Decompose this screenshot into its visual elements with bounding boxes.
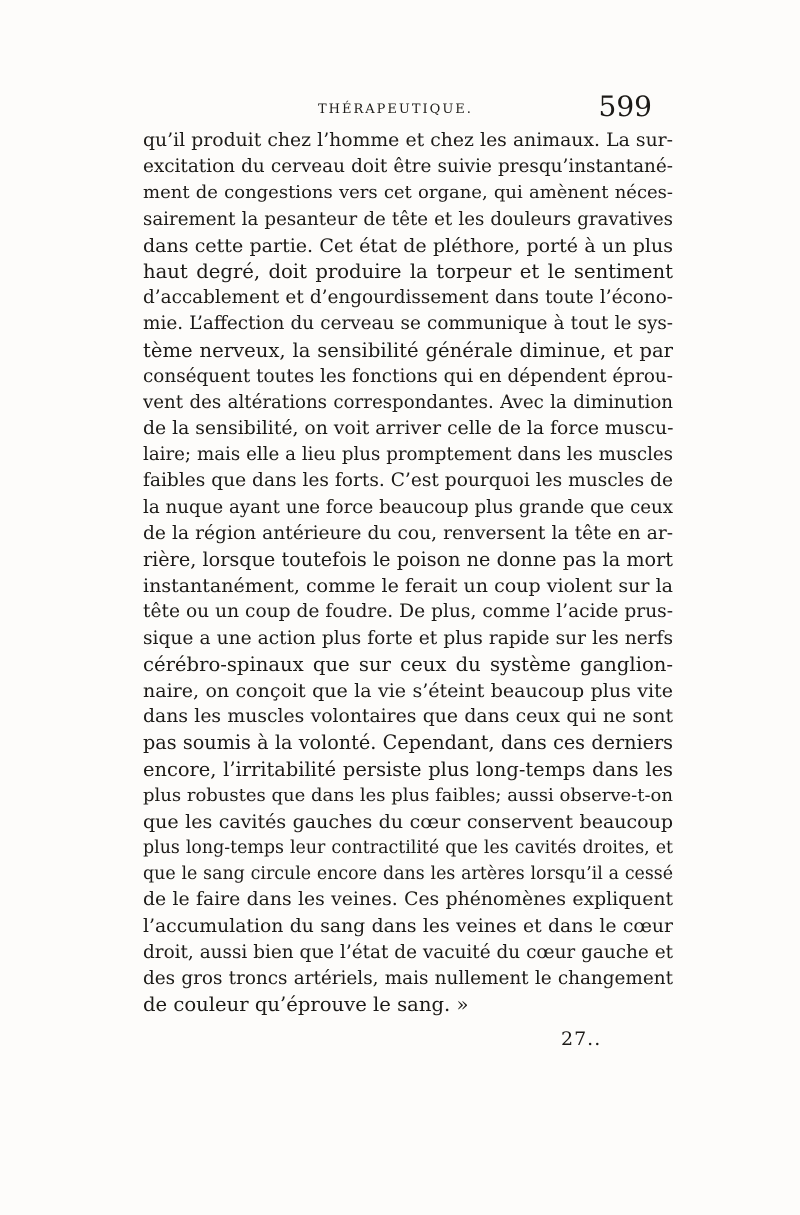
text-line: tème nerveux, la sensibilité générale diminue, et par xyxy=(143,338,673,362)
text-line: qu’il produit chez l’homme et chez les animaux. La sur- xyxy=(143,130,673,151)
text-line: tête ou un coup de foudre. De plus, comme l’acide prus- xyxy=(143,601,673,623)
text-line: la nuque ayant une force beaucoup plus grande que ceux xyxy=(143,496,673,518)
text-line: faibles que dans les forts. C’est pourquoi les muscles de xyxy=(143,470,673,492)
text-line: de la sensibilité, on voit arriver celle de la force muscu- xyxy=(143,418,673,440)
text-line: mie. L’affection du cerveau se communique à tout le sys- xyxy=(143,313,673,335)
text-line: conséquent toutes les fonctions qui en dépendent éprou- xyxy=(143,365,673,387)
running-header-title: THÉRAPEUTIQUE. xyxy=(318,102,473,117)
text-line: naire, on conçoit que la vie s’éteint beaucoup plus vite xyxy=(143,679,673,702)
running-header xyxy=(140,88,660,128)
text-line: que le sang circule encore dans les artères lorsqu’il a cessé xyxy=(143,864,673,885)
text-line: des gros troncs artériels, mais nullement le changement xyxy=(143,968,673,989)
text-line: excitation du cerveau doit être suivie presqu’instantané- xyxy=(143,156,673,178)
body-text xyxy=(143,128,673,1018)
text-line: que les cavités gauches du cœur conservent beaucoup xyxy=(143,810,673,833)
text-line: ment de congestions vers cet organe, qui amènent néces- xyxy=(143,182,673,204)
text-line: de couleur qu’éprouve le sang. » xyxy=(143,993,469,1017)
text-line: encore, l’irritabilité persiste plus long-temps dans les xyxy=(143,757,673,781)
text-line: vent des altérations correspondantes. Avec la diminution xyxy=(143,391,673,413)
text-line: sairement la pesanteur de tête et les douleurs gravatives xyxy=(143,208,673,230)
signature-mark: 27.. xyxy=(561,1028,602,1050)
text-line: de le faire dans les veines. Ces phénomènes expliquent xyxy=(143,889,673,911)
text-line: cérébro-spinaux que sur ceux du système ganglion- xyxy=(143,652,673,676)
text-line: l’accumulation du sang dans les veines et dans le cœur xyxy=(143,915,673,937)
text-line: pas soumis à la volonté. Cependant, dans ces derniers xyxy=(143,731,673,755)
text-line: dans les muscles volontaires que dans ceux qui ne sont xyxy=(143,706,673,728)
text-line: instantanément, comme le ferait un coup violent sur la xyxy=(143,575,673,598)
text-line: droit, aussi bien que l’état de vacuité du cœur gauche et xyxy=(143,941,673,963)
text-line: haut degré, doit produire la torpeur et le sentiment xyxy=(143,259,673,283)
page-number: 599 xyxy=(598,90,652,123)
text-line: de la région antérieure du cou, renversent la tête en ar- xyxy=(143,522,673,544)
text-line: sique a une action plus forte et plus rapide sur les nerfs xyxy=(143,627,673,649)
text-line: rière, lorsque toutefois le poison ne donne pas la mort xyxy=(143,548,673,571)
text-line: plus long-temps leur contractilité que les cavités droites, et xyxy=(143,838,673,859)
text-line: laire; mais elle a lieu plus promptement dans les muscles xyxy=(143,444,673,466)
text-line: plus robustes que dans les plus faibles; aussi observe-t-on xyxy=(143,784,673,806)
text-line: d’accablement et d’engourdissement dans toute l’écono- xyxy=(143,287,673,309)
text-line: dans cette partie. Cet état de pléthore, porté à un plus xyxy=(143,234,673,257)
